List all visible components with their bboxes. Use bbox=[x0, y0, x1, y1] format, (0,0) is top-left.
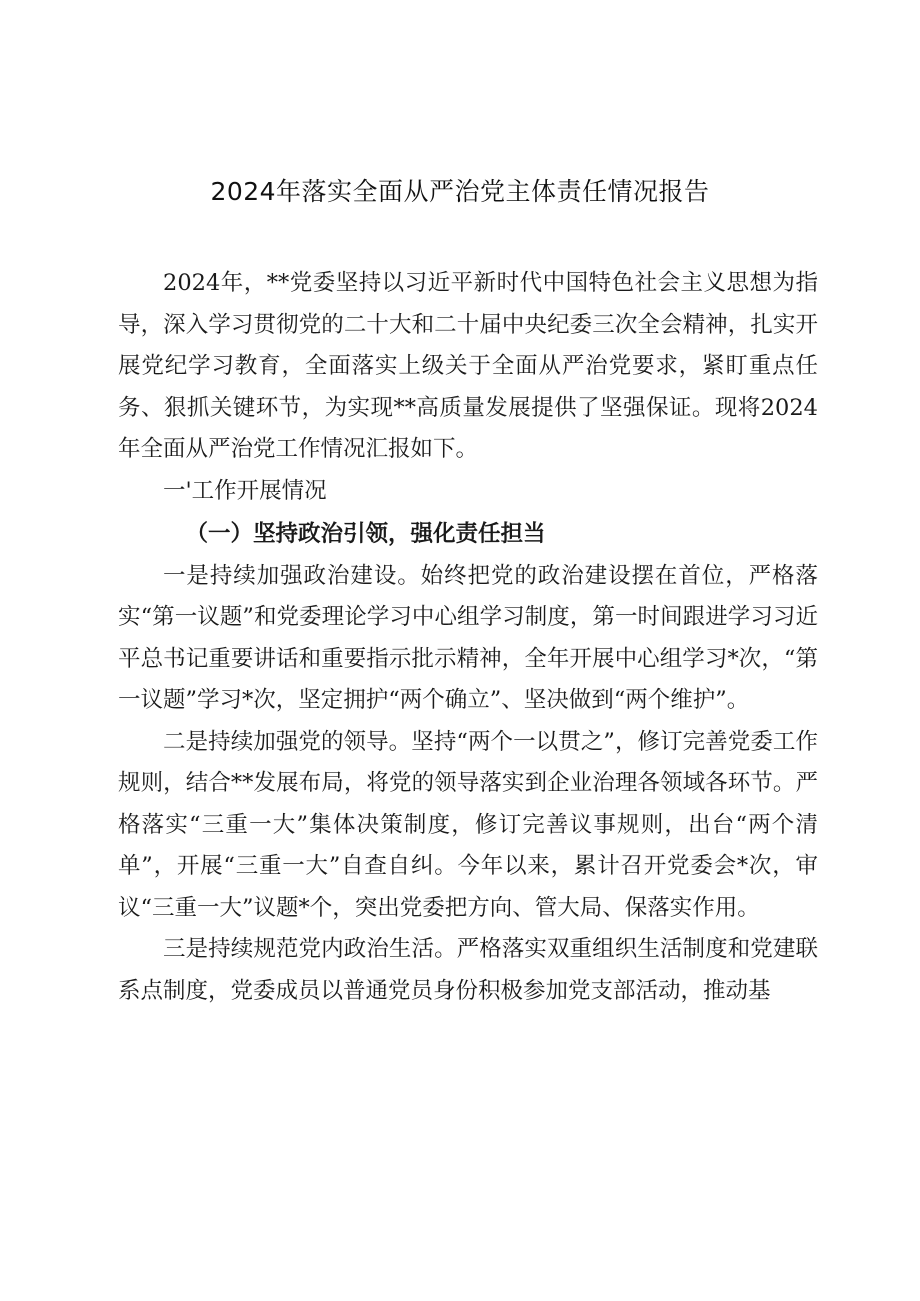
body-paragraph-political-construction: 一是持续加强政治建设。始终把党的政治建设摆在首位，严格落实“第一议题”和党委理论学习中心组学习制度，第一时间跟进学习习近平总书记重要讲话和重要指示批示精神，全年开展中心组学习*次，“第一议题”学习*次，坚定拥护“两个确立”、坚决做到“两个维护”。 bbox=[118, 562, 818, 713]
section-heading: 一'工作开展情况 bbox=[163, 477, 327, 504]
intro-paragraph: 2024年，**党委坚持以习近平新时代中国特色社会主义思想为指导，深入学习贯彻党的二十大和二十届中央纪委三次全会精神，扎实开展党纪学习教育，全面落实上级关于全面从严治党要求，紧盯重点任务、狠抓关键环节，为实现**高质量发展提供了坚强保证。现将2024年全面从严治党工作情况汇报如下。 bbox=[118, 270, 818, 462]
document-title: 2024年落实全面从严治党主体责任情况报告 bbox=[210, 177, 710, 206]
body-paragraph-party-leadership: 二是持续加强党的领导。坚持“两个一以贯之”，修订完善党委工作规则，结合**发展布局，将党的领导落实到企业治理各领域各环节。严格落实“三重一大”集体决策制度，修订完善议事规则，出台“两个清单”，开展“三重一大”自查自纠。今年以来，累计召开党委会*次，审议“三重一大”议题*个，突出党委把方向、管大局、保落实作用。 bbox=[118, 728, 818, 921]
document-body bbox=[118, 263, 818, 1012]
subsection-heading: （一）坚持政治引领，强化责任担当 bbox=[185, 521, 546, 547]
body-paragraph-party-life: 三是持续规范党内政治生活。严格落实双重组织生活制度和党建联系点制度，党委成员以普通党员身份积极参加党支部活动，推动基 bbox=[118, 936, 818, 1004]
